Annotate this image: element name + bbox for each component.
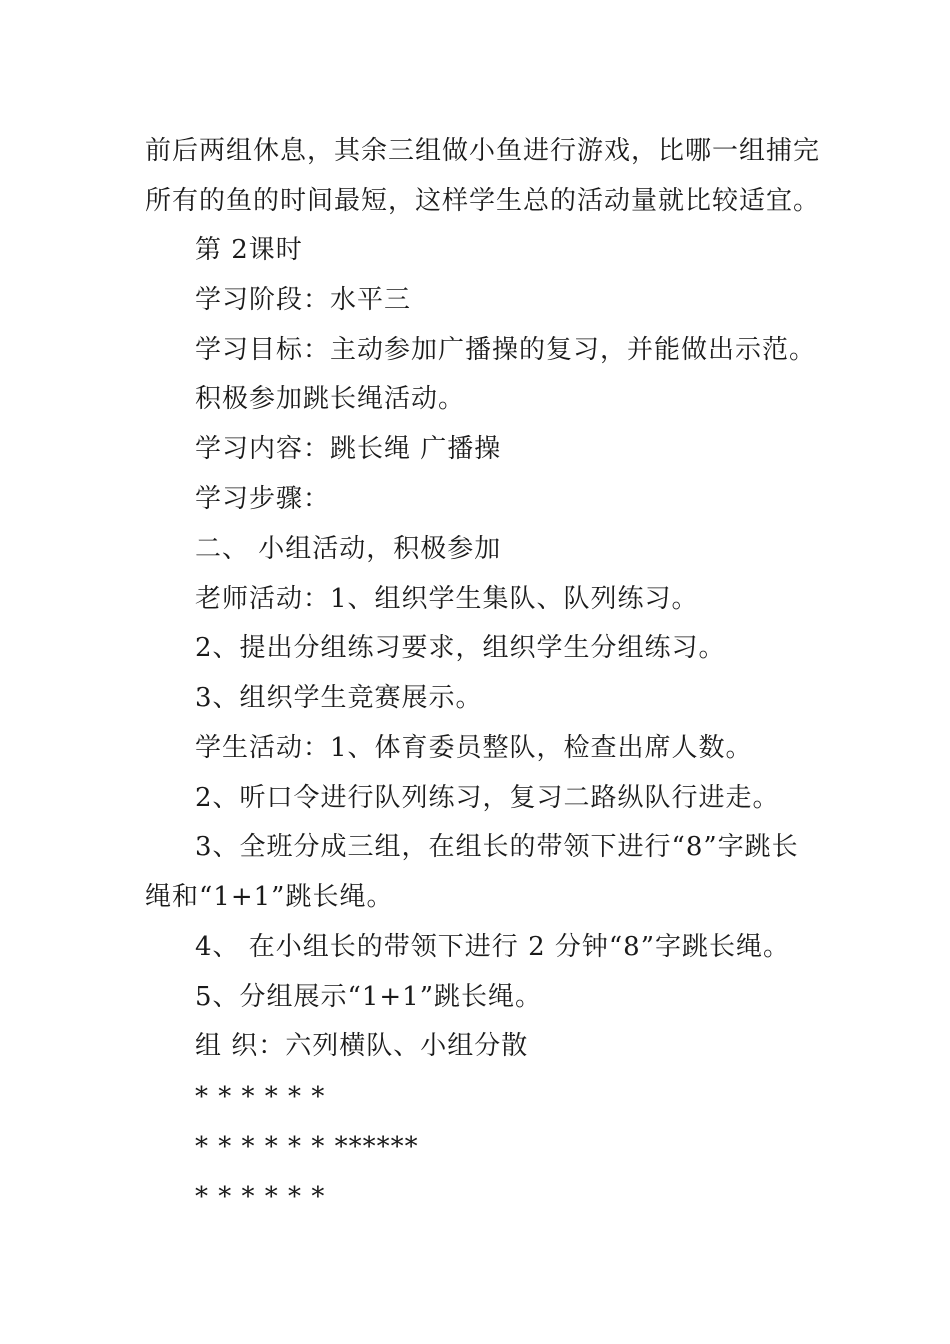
- organization-line: 组 织：六列横队、小组分散: [195, 1031, 529, 1061]
- learning-goal: 学习目标：主动参加广播操的复习，并能做出示范。: [195, 335, 817, 365]
- lesson-heading: 第 2课时: [195, 235, 303, 265]
- student-activity-5: 5、分组展示“1+1”跳长绳。: [195, 982, 542, 1012]
- formation-row: * * * * * * ******: [195, 1132, 419, 1162]
- paragraph-line: 所有的鱼的时间最短，这样学生总的活动量就比较适宜。: [145, 186, 821, 216]
- student-activity-2: 2、听口令进行队列练习，复习二路纵队行进走。: [195, 783, 780, 813]
- student-activity-3-continued: 绳和“1+1”跳长绳。: [145, 882, 394, 912]
- teacher-activity-3: 3、组织学生竞赛展示。: [195, 683, 483, 713]
- learning-content: 学习内容：跳长绳 广播操: [195, 434, 502, 464]
- paragraph-line: 前后两组休息，其余三组做小鱼进行游戏，比哪一组捕完: [145, 136, 821, 166]
- student-activity-3: 3、全班分成三组，在组长的带领下进行“8”字跳长: [195, 832, 799, 862]
- learning-stage: 学习阶段：水平三: [195, 285, 412, 315]
- teacher-activity-2: 2、提出分组练习要求，组织学生分组练习。: [195, 633, 726, 663]
- student-activity-1: 学生活动：1、体育委员整队，检查出席人数。: [195, 733, 753, 763]
- student-activity-4: 4、 在小组长的带领下进行 2 分钟“8”字跳长绳。: [195, 932, 791, 962]
- learning-steps-heading: 学习步骤：: [195, 484, 331, 514]
- formation-row: * * * * * *: [195, 1082, 326, 1112]
- teacher-activity-1: 老师活动：1、组织学生集队、队列练习。: [195, 584, 699, 614]
- section-heading: 二、 小组活动，积极参加: [195, 534, 502, 564]
- formation-row: * * * * * *: [195, 1182, 326, 1212]
- learning-goal-continued: 积极参加跳长绳活动。: [195, 384, 466, 414]
